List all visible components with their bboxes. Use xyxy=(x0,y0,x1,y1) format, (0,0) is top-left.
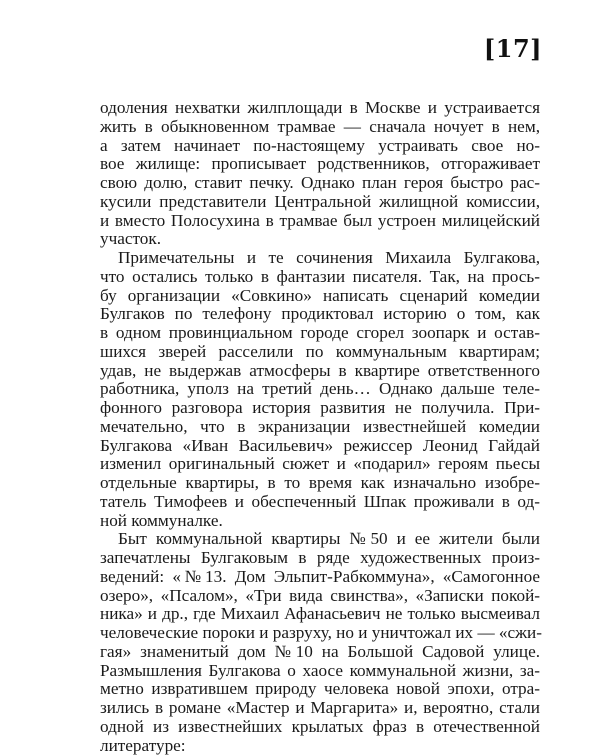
text-line: участок. xyxy=(100,230,540,249)
text-line: человеческие пороки и разруху, но и уничтожал их — «сжи- xyxy=(100,624,540,643)
text-line: метно извратившем природу человека новой эпохи, отра- xyxy=(100,680,540,699)
paragraph-start-line: Быт коммунальной квартиры №50 и ее жители были xyxy=(100,530,540,549)
body-text xyxy=(100,99,540,755)
text-line: что остались только в фантазии писателя. Так, на прось- xyxy=(100,268,540,287)
text-line: Размышления Булгакова о хаосе коммунальной жизни, за- xyxy=(100,662,540,681)
text-line: изменил оригинальный сюжет и «подарил» героям пьесы xyxy=(100,455,540,474)
text-line: зились в романе «Мастер и Маргарита» и, вероятно, стали xyxy=(100,699,540,718)
text-line: удав, не выдержав атмосферы в квартире ответственного xyxy=(100,362,540,381)
text-line: одной из известнейших крылатых фраз в отечественной xyxy=(100,718,540,737)
text-line: отдельные квартиры, в то время как изначально изобре- xyxy=(100,474,540,493)
text-line: а затем начинает по-настоящему устраивать свое но- xyxy=(100,137,540,156)
text-line: ведений: «№13. Дом Эльпит-Рабкоммуна», «Самогонное xyxy=(100,568,540,587)
text-line: кусили представители Центральной жилищной комиссии, xyxy=(100,193,540,212)
text-line: работника, уполз на третий день… Однако дальше теле- xyxy=(100,380,540,399)
text-line: в одном провинциальном городе сгорел зоопарк и остав- xyxy=(100,324,540,343)
text-line: бу организации «Совкино» написать сценарий комедии xyxy=(100,287,540,306)
text-line: озеро», «Псалом», «Три вида свинства», «Записки покой- xyxy=(100,587,540,606)
text-line: гая» знаменитый дом №10 на Большой Садовой улице. xyxy=(100,643,540,662)
text-line: ной коммуналке. xyxy=(100,512,540,531)
text-line: ника» и др., где Михаил Афанасьевич не только высмеивал xyxy=(100,605,540,624)
text-line: свою долю, ставит печку. Однако план героя быстро рас- xyxy=(100,174,540,193)
text-line: фонного разговора история развития не получила. При- xyxy=(100,399,540,418)
text-line: Булгаков по телефону продиктовал историю о том, как xyxy=(100,305,540,324)
text-line: литературе: xyxy=(100,737,540,755)
text-line: запечатлены Булгаковым в ряде художественных произ- xyxy=(100,549,540,568)
text-line: и вместо Полосухина в трамвае был устроен милицейский xyxy=(100,212,540,231)
text-line: мечательно, что в экранизации известнейшей комедии xyxy=(100,418,540,437)
text-line: шихся зверей расселили по коммунальным квартирам; xyxy=(100,343,540,362)
text-line: Булгакова «Иван Васильевич» режиссер Леонид Гайдай xyxy=(100,437,540,456)
page-number: [17] xyxy=(484,34,542,63)
paragraph-start-line: Примечательны и те сочинения Михаила Булгакова, xyxy=(100,249,540,268)
text-line: вое жилище: прописывает родственников, отгораживает xyxy=(100,155,540,174)
text-line: жить в обыкновенном трамвае — сначала ночует в нем, xyxy=(100,118,540,137)
text-line: татель Тимофеев и обеспеченный Шпак проживали в од- xyxy=(100,493,540,512)
text-line: одоления нехватки жилплощади в Москве и устраивается xyxy=(100,99,540,118)
